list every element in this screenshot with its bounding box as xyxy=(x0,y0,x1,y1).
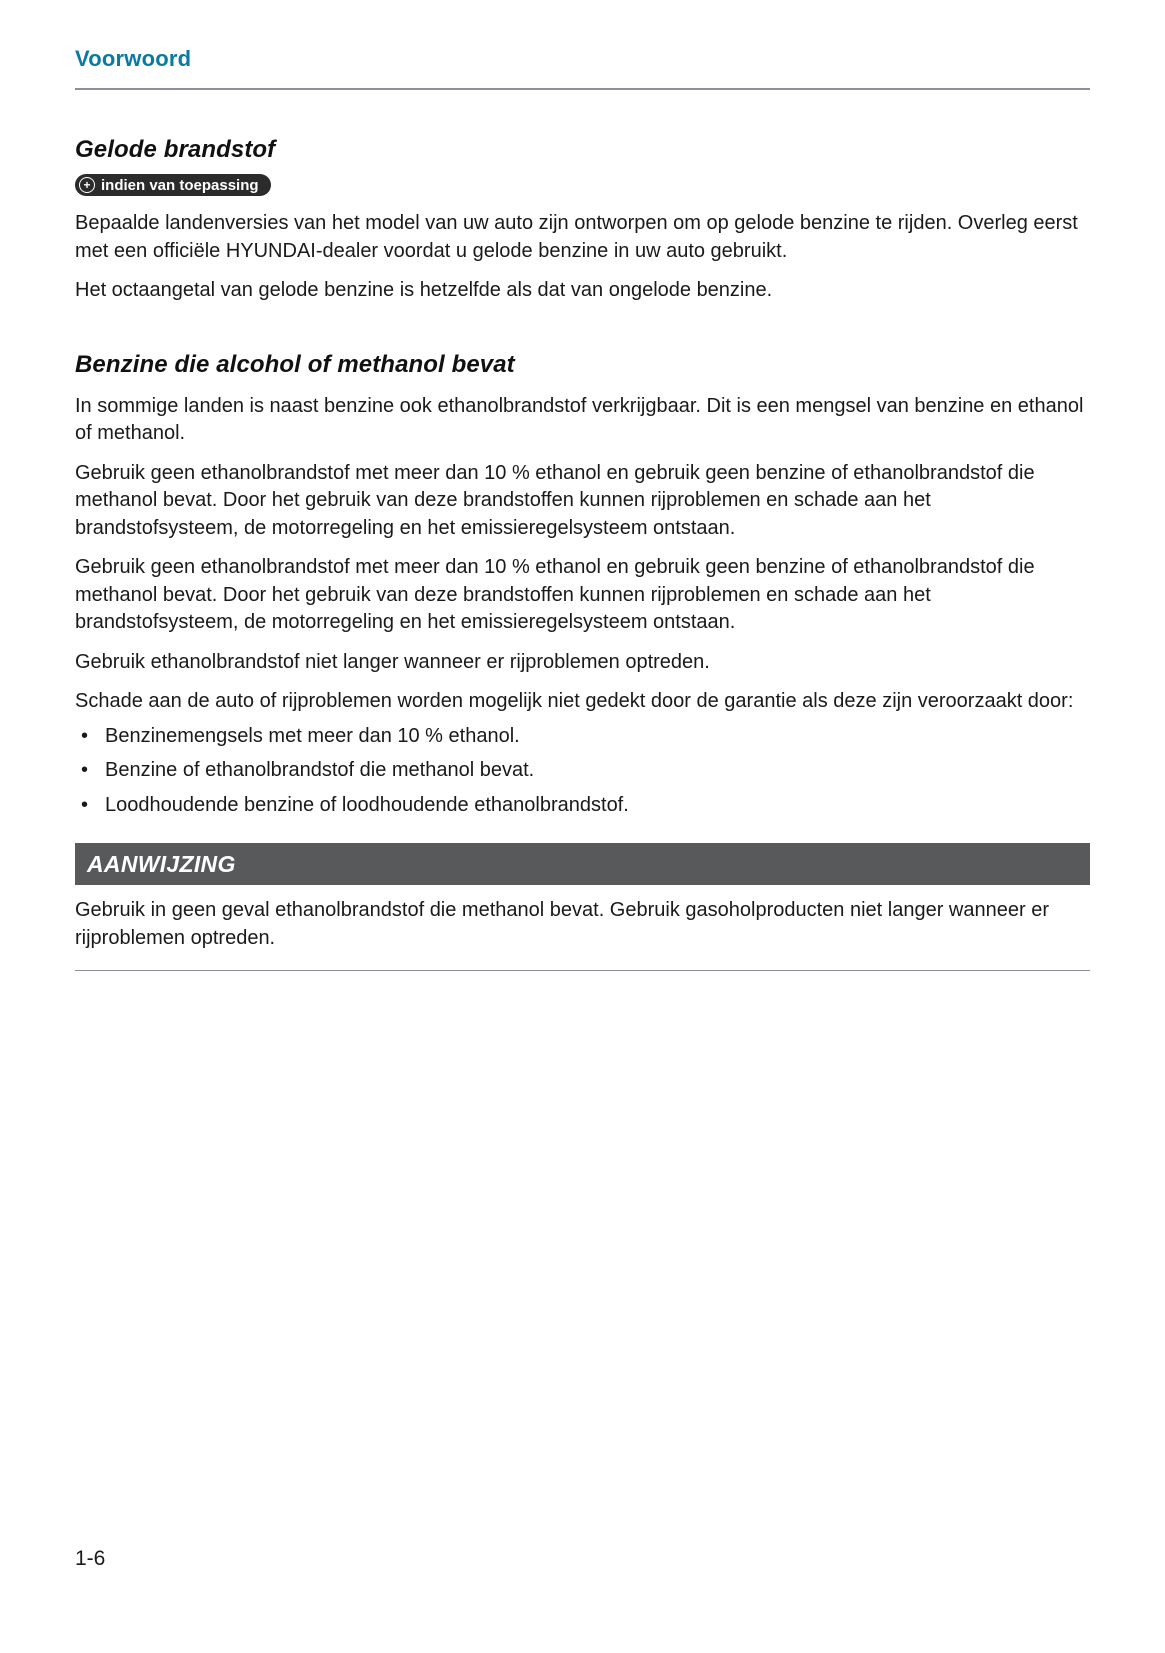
section-heading-alcohol-fuel: Benzine die alcohol of methanol bevat xyxy=(75,350,515,378)
if-applicable-badge-label: indien van toepassing xyxy=(101,176,259,194)
notice-banner xyxy=(75,843,1090,885)
section-heading-leaded-fuel: Gelode brandstof xyxy=(75,136,276,163)
paragraph: Gebruik geen ethanolbrandstof met meer dan 10 % ethanol en gebruik geen benzine of ethanolbrandstof die methanol bevat. Door het gebruik van deze brandstoffen kunnen rijproblemen en schade aan het brandstofsysteem, de motorregeling en het emissieregelsysteem ontstaan. xyxy=(75,461,1035,539)
paragraph: Het octaangetal van gelode benzine is hetzelfde als dat van ongelode benzine. xyxy=(75,279,773,301)
header-divider xyxy=(75,88,1090,90)
list-item: • Benzine of ethanolbrandstof die methanol bevat. xyxy=(75,757,1090,785)
paragraph: Bepaalde landenversies van het model van uw auto zijn ontworpen om op gelode benzine te rijden. Overleg eerst met een officiële HYUNDAI-dealer voordat u gelode benzine in uw auto gebruikt. xyxy=(75,212,1078,262)
list-item: • Loodhoudende benzine of loodhoudende ethanolbrandstof. xyxy=(75,792,1090,820)
paragraph: Schade aan de auto of rijproblemen worden mogelijk niet gedekt door de garantie als deze zijn veroorzaakt door: xyxy=(75,690,1074,712)
paragraph: In sommige landen is naast benzine ook ethanolbrandstof verkrijgbaar. Dit is een mengsel van benzine en ethanol of methanol. xyxy=(75,394,1084,444)
plus-icon: + xyxy=(79,177,95,193)
chapter-title: Voorwoord xyxy=(75,46,192,71)
list-item: • Benzinemengsels met meer dan 10 % ethanol. xyxy=(75,723,1090,751)
if-applicable-badge xyxy=(75,174,271,196)
notice-banner-title: AANWIJZING xyxy=(87,850,236,877)
notice-body-paragraph: Gebruik in geen geval ethanolbrandstof die methanol bevat. Gebruik gasoholproducten niet langer wanneer er rijproblemen optreden. xyxy=(75,899,1049,949)
section-end-divider xyxy=(75,970,1090,971)
paragraph: Gebruik ethanolbrandstof niet langer wanneer er rijproblemen optreden. xyxy=(75,650,710,673)
page-number: 1-6 xyxy=(75,1547,106,1570)
fuel-warning-list xyxy=(75,723,1090,820)
paragraph: Gebruik geen ethanolbrandstof met meer dan 10 % ethanol en gebruik geen benzine of ethanolbrandstof die methanol bevat. Door het gebruik van deze brandstoffen kunnen rijproblemen en schade aan het brandstofsysteem, de motorregeling en het emissieregelsysteem ontstaan. xyxy=(75,556,1035,633)
